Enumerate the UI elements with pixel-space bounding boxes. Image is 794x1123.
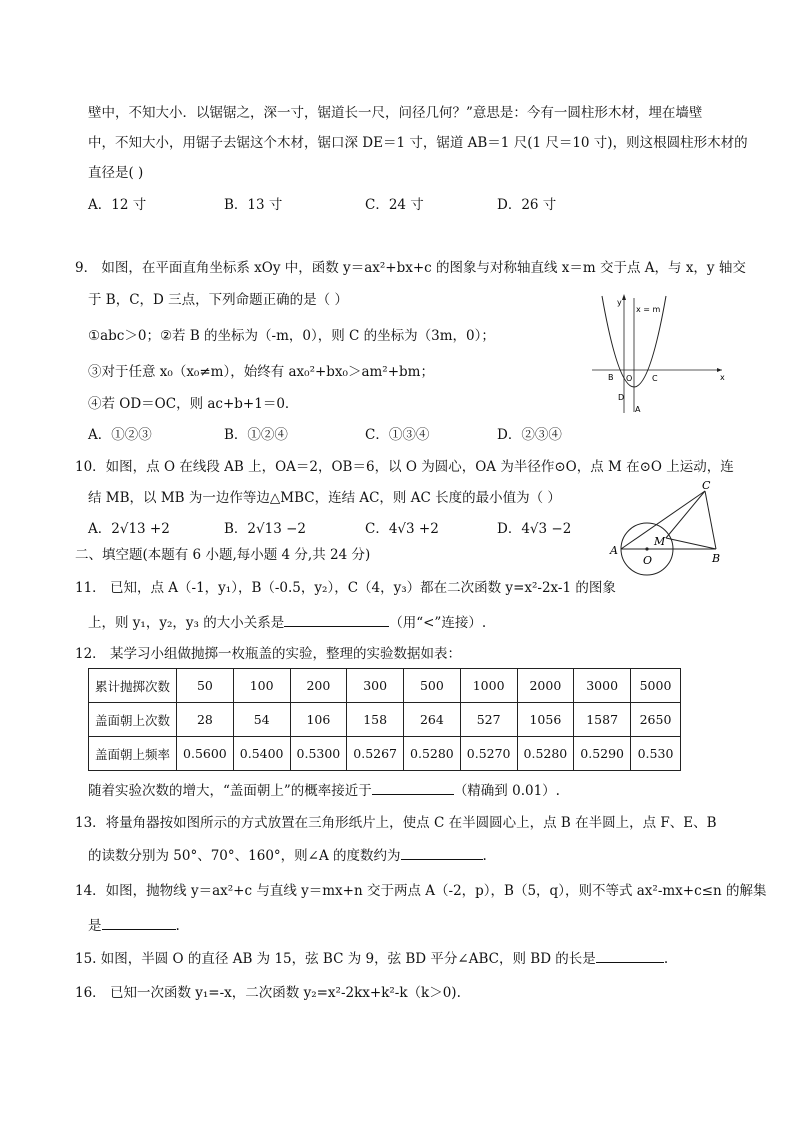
table-cell: 264 (404, 703, 461, 737)
q8-option-d: D．26 寸 (497, 197, 557, 213)
q12-data-table (88, 668, 681, 771)
table-cell: 0.5270 (460, 737, 517, 771)
segment-mc (666, 491, 705, 538)
q8-line-3: 直径是( ) (88, 165, 144, 181)
point-d-label: D (618, 393, 625, 402)
table-cell: 2000 (517, 669, 574, 703)
table-cell: 50 (177, 669, 234, 703)
table-cell: 1056 (517, 703, 574, 737)
q10-option-a: A．2√13 +2 (88, 521, 170, 537)
q12-after-line (88, 780, 560, 801)
x-axis-arrow (717, 368, 722, 372)
q9-line-4: ③对于任意 x₀（x₀≠m），始终有 ax₀²+bx₀＞am²+bm； (88, 364, 434, 380)
q15-answer-blank[interactable] (596, 948, 664, 963)
q10-line-2: 结 MB，以 MB 为一边作等边△MBC，连结 AC，则 AC 长度的最小值为（ ） (88, 490, 561, 506)
q16-line-1: 16． 已知一次函数 y₁=-x，二次函数 y₂=x²-2kx+k²-k（k＞0). (75, 985, 461, 1001)
table-cell: 1000 (460, 669, 517, 703)
q15-text-a: 15. 如图，半圆 O 的直径 AB 为 15，弦 BC 为 9，弦 BD 平分∠ABC，则 BD 的长是 (75, 951, 596, 967)
table-cell: 54 (233, 703, 290, 737)
table-cell: 106 (290, 703, 347, 737)
table-cell: 盖面朝上频率 (89, 737, 177, 771)
q13-text-a: 的读数分别为 50°、70°、160°，则∠A 的度数约为 (88, 848, 401, 864)
q11-text-b: （用“<”连接）. (389, 615, 487, 631)
point-o-label: O (626, 374, 633, 383)
q12-text-b: （精确到 0.01）. (453, 783, 560, 799)
q9-line-5: ④若 OD＝OC，则 ac+b+1＝0． (88, 396, 299, 412)
segment-mb (666, 538, 716, 549)
q14-text-b: . (175, 918, 180, 934)
q12-line-1: 12． 某学习小组做抛掷一枚瓶盖的实验，整理的实验数据如表： (75, 646, 461, 662)
q8-option-c: C．24 寸 (365, 197, 424, 213)
q13-line-2 (88, 845, 487, 866)
table-cell: 2650 (631, 703, 681, 737)
q10-line-1: 10．如图，点 O 在线段 AB 上，OA＝2，OB＝6，以 O 为圆心，OA 为半径作⊙O，点 M 在⊙O 上运动，连 (75, 459, 734, 475)
y-label: y (617, 298, 622, 307)
table-cell: 0.5400 (233, 737, 290, 771)
q14-answer-blank[interactable] (102, 915, 176, 930)
point-o-label: O (643, 554, 653, 567)
q11-line-1: 11． 已知，点 A（-1，y₁），B（-0.5，y₂），C（4，y₃）都在二次函数 y=x²-2x-1 的图象 (75, 580, 616, 596)
table-cell: 3000 (574, 669, 631, 703)
table-row (89, 737, 681, 771)
table-cell: 28 (177, 703, 234, 737)
q15-line-1 (75, 948, 668, 969)
table-cell: 500 (404, 669, 461, 703)
table-cell: 0.5267 (347, 737, 404, 771)
x-label: x (720, 373, 725, 382)
table-row (89, 669, 681, 703)
xm-label: x = m (636, 305, 661, 314)
table-cell: 0.5600 (177, 737, 234, 771)
table-cell: 200 (290, 669, 347, 703)
table-cell: 累计抛掷次数 (89, 669, 177, 703)
q14-line-2 (88, 915, 180, 936)
q9-option-d: D．②③④ (497, 427, 562, 443)
q8-line-1: 壁中，不知大小．以锯锯之，深一寸，锯道长一尺，问径几何？”意思是：今有一圆柱形木材，埋在墙壁 (88, 105, 703, 121)
point-b-label: B (712, 552, 721, 565)
table-cell: 100 (233, 669, 290, 703)
q9-line-2: 于 B，C，D 三点，下列命题正确的是（ ） (88, 292, 348, 308)
q14-text-a: 是 (88, 918, 102, 934)
q8-line-2: 中，不知大小，用锯子去锯这个木材，锯口深 DE＝1 寸，锯道 AB＝1 尺(1 尺＝10 寸)，则这根圆柱形木材的 (88, 135, 748, 151)
point-c-label: C (652, 374, 658, 383)
point-m-label: M (654, 535, 666, 548)
section-2-title: 二、填空题(本题有 6 小题,每小题 4 分,共 24 分) (75, 547, 371, 563)
table-cell: 0.5280 (404, 737, 461, 771)
table-cell: 0.5300 (290, 737, 347, 771)
q15-text-b: . (663, 951, 669, 967)
table-cell: 5000 (631, 669, 681, 703)
q10-circle-figure (608, 479, 728, 577)
q12-text-a: 随着实验次数的增大，“盖面朝上”的概率接近于 (88, 783, 372, 799)
table-cell: 0.5280 (517, 737, 574, 771)
q9-line-3: ①abc＞0；②若 B 的坐标为（-m，0），则 C 的坐标为（3m，0）； (88, 328, 495, 344)
q13-line-1: 13．将量角器按如图所示的方式放置在三角形纸片上，使点 C 在半圆圆心上，点 B 在半圆上，点 F、E、B (75, 815, 717, 831)
point-a-label: A (635, 405, 641, 414)
q10-option-c: C．4√3 +2 (365, 521, 439, 537)
q9-line-1: 9． 如图，在平面直角坐标系 xOy 中，函数 y＝ax²+bx+c 的图象与对称轴直线 x＝m 交于点 A，与 x，y 轴交 (75, 260, 746, 276)
q13-answer-blank[interactable] (401, 845, 483, 860)
q11-text-a: 上，则 y₁，y₂，y₃ 的大小关系是 (88, 615, 285, 631)
table-cell: 0.530 (631, 737, 681, 771)
q10-option-d: D．4√3 −2 (497, 521, 572, 537)
table-cell: 1587 (574, 703, 631, 737)
q9-option-b: B．①②④ (224, 427, 288, 443)
q9-option-c: C．①③④ (365, 427, 430, 443)
table-cell: 盖面朝上次数 (89, 703, 177, 737)
q11-answer-blank[interactable] (284, 612, 389, 627)
table-row (89, 703, 681, 737)
q8-option-a: A．12 寸 (88, 197, 147, 213)
table-cell: 0.5290 (574, 737, 631, 771)
table-cell: 158 (347, 703, 404, 737)
q13-text-b: . (482, 848, 487, 864)
point-a-label: A (610, 544, 618, 557)
segment-cb (705, 491, 716, 549)
center-o (645, 547, 648, 550)
point-c-label: C (702, 479, 711, 492)
table-cell: 300 (347, 669, 404, 703)
point-b-label: B (608, 373, 614, 382)
y-axis-arrow (622, 294, 626, 300)
q10-option-b: B．2√13 −2 (224, 521, 306, 537)
q12-answer-blank[interactable] (372, 780, 454, 795)
q14-line-1: 14．如图，抛物线 y＝ax²+c 与直线 y＝mx+n 交于两点 A（-2，p），B（5，q），则不等式 ax²-mx+c≤n 的解集 (75, 883, 767, 899)
q9-option-a: A．①②③ (88, 427, 152, 443)
q8-option-b: B．13 寸 (224, 197, 283, 213)
table-cell: 527 (460, 703, 517, 737)
q11-line-2 (88, 612, 486, 633)
q9-parabola-figure (592, 288, 732, 418)
